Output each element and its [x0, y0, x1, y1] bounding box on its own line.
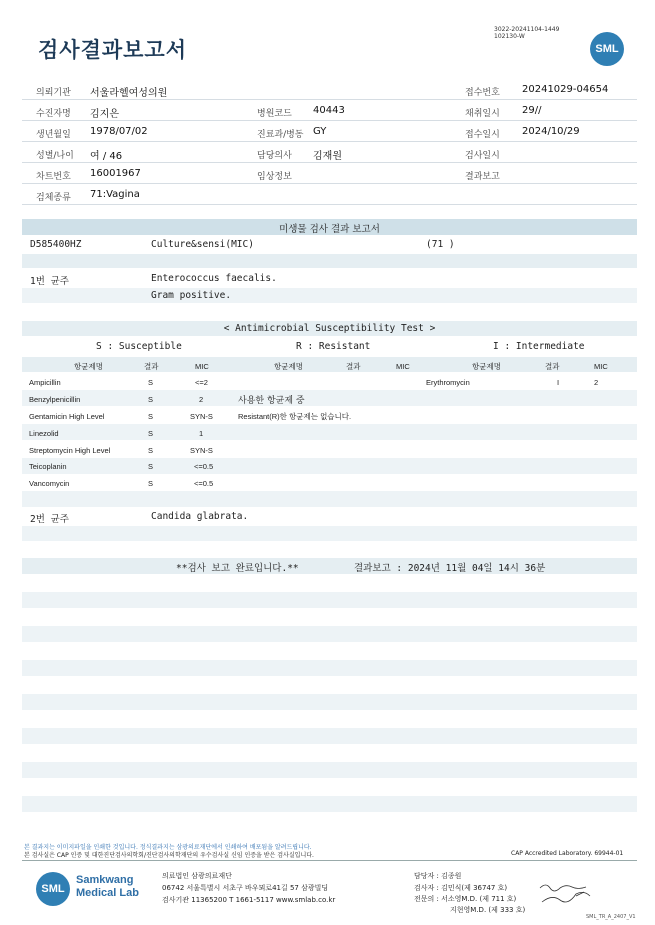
completion-message: **검사 보고 완료입니다.**	[176, 563, 299, 574]
drug-name: Gentamicin High Level	[29, 412, 105, 421]
footer-logo-name	[76, 874, 139, 900]
ast-title: < Antimicrobial Susceptibility Test >	[223, 323, 436, 334]
blank-band	[22, 592, 637, 608]
staff-specialist-2: 지현영M.D. (제 333 호)	[450, 906, 526, 914]
birth-value: 1978/07/02	[90, 126, 148, 137]
info-row-4	[22, 142, 637, 163]
drug-name: Linezolid	[29, 429, 59, 438]
info-row-3	[22, 121, 637, 142]
doctor-label: 담당의사	[257, 151, 292, 161]
blank-band	[22, 254, 637, 268]
birth-label: 생년월일	[36, 130, 71, 140]
logo-name-line1: Samkwang	[76, 874, 134, 886]
blank-band	[22, 526, 637, 541]
gram-band	[22, 288, 637, 303]
organism1-name: Enterococcus faecalis.	[151, 273, 277, 284]
row-band	[22, 491, 637, 507]
drug-result: S	[148, 395, 154, 404]
drug-mic: <=0.5	[194, 479, 214, 488]
blank-band	[22, 796, 637, 812]
col-mic-1: MIC	[195, 362, 209, 371]
note-used: 사용한 항균제 중	[238, 396, 305, 406]
chart-no-label: 차트번호	[36, 172, 71, 182]
blank-band	[22, 728, 637, 744]
form-number: SML_TR_A_2407_V1	[586, 914, 636, 920]
patient-name-value: 김지은	[90, 109, 119, 120]
drug-mic: <=2	[195, 378, 208, 387]
staff-specialist-1: 전문의 : 서소영M.D. (제 711 호)	[414, 895, 517, 903]
org-address: 06742 서울특별시 서초구 바우뫼로41길 57 삼광빌딩	[162, 884, 329, 892]
blank-band	[22, 660, 637, 676]
legend-susceptible: S : Susceptible	[96, 341, 182, 352]
drug-result: S	[148, 429, 154, 438]
footer-divider	[22, 860, 637, 861]
drug-name: Teicoplanin	[29, 462, 67, 471]
test-count: (71 )	[426, 239, 455, 250]
col-drug-2: 항균제명	[274, 362, 303, 371]
specimen-label: 검체종류	[36, 193, 71, 203]
drug-result: S	[148, 412, 154, 421]
drug-result: S	[148, 479, 154, 488]
receipt-no-label: 접수번호	[465, 88, 500, 98]
receive-date-label: 접수일시	[465, 130, 500, 140]
col-drug-1: 항균제명	[74, 362, 103, 371]
row-band	[22, 390, 637, 406]
ast-title-band	[22, 321, 637, 336]
institution-value: 서울라헬여성의원	[90, 88, 168, 99]
receive-date-value: 2024/10/29	[522, 126, 580, 137]
test-code: D585400HZ	[30, 239, 82, 250]
drug-mic: 2	[594, 378, 599, 387]
info-row-5	[22, 163, 637, 184]
document-id	[494, 26, 559, 40]
chart-no-value: 16001967	[90, 168, 141, 179]
drug-mic: SYN-S	[190, 446, 213, 455]
ward-code-value: 40443	[313, 105, 345, 116]
clinical-label: 임상정보	[257, 172, 292, 182]
dept-value: GY	[313, 126, 327, 137]
sml-logo: SML	[590, 32, 624, 66]
document-id-line2: 102130-W	[494, 33, 525, 40]
sex-age-label: 성별/나이	[36, 151, 74, 161]
drug-mic: SYN-S	[190, 412, 213, 421]
result-report-label: 결과보고	[465, 172, 500, 182]
cap-accreditation: CAP Accredited Laboratory. 69944-01	[511, 850, 624, 857]
test-date-label: 검사일시	[465, 151, 500, 161]
drug-name: Erythromycin	[426, 378, 470, 387]
drug-name: Benzylpenicillin	[29, 395, 81, 404]
drug-result: S	[148, 378, 154, 387]
drug-name: Ampicillin	[29, 378, 61, 387]
collect-date-label: 채취일시	[465, 109, 500, 119]
staff-manager: 담당자 : 김종원	[414, 872, 462, 880]
logo-name-line2: Medical Lab	[76, 887, 139, 899]
legend-resistant: R : Resistant	[296, 341, 371, 352]
notice-image-print: 본 결과지는 이미지파일을 인쇄한 것입니다. 정식결과지는 삼광의료재단에서 인쇄하여 배포됨을 알려드립니다.	[24, 844, 312, 851]
org-contact: 검사기관 11365200 T 1661-5117 www.smlab.co.kr	[162, 896, 336, 904]
organism2-label: 2번 균주	[30, 514, 69, 525]
signature-stroke-1	[540, 885, 586, 891]
section-header	[22, 219, 637, 235]
ward-code-label: 병원코드	[257, 109, 292, 119]
info-row-1	[22, 79, 637, 100]
footer-logo-mark	[36, 872, 70, 906]
legend-intermediate: I : Intermediate	[493, 341, 585, 352]
col-result-1: 결과	[144, 362, 159, 371]
institution-label: 의뢰기관	[36, 88, 71, 98]
drug-result: S	[148, 462, 154, 471]
dept-label: 진료과/병동	[257, 130, 304, 140]
row-band	[22, 424, 637, 440]
org-name: 의료법인 삼광의료재단	[162, 872, 232, 880]
info-row-2	[22, 100, 637, 121]
drug-mic: 1	[199, 429, 204, 438]
page-title: 검사결과보고서	[38, 38, 188, 62]
drug-result: S	[148, 446, 154, 455]
patient-name-label: 수진자명	[36, 109, 71, 119]
specimen-value: 71:Vagina	[90, 189, 140, 200]
note-resistant: Resistant(R)한 항균제는 없습니다.	[238, 412, 352, 421]
completion-band	[22, 558, 637, 574]
footer-logo-text: SML	[41, 883, 65, 895]
drug-mic: 2	[199, 395, 204, 404]
signature-image	[536, 878, 596, 912]
blank-band	[22, 762, 637, 778]
col-result-3: 결과	[545, 362, 560, 371]
section-title: 미생물 검사 결과 보고서	[279, 224, 380, 235]
staff-tester: 검사자 : 김민식(제 36747 호)	[414, 884, 508, 892]
drug-name: Vancomycin	[29, 479, 70, 488]
row-band	[22, 458, 637, 474]
drug-result: I	[557, 378, 560, 387]
organism1-gram: Gram positive.	[151, 290, 232, 301]
info-row-6	[22, 184, 637, 205]
notice-accreditation: 본 검사실은 CAP 인증 및 대한진단검사의학회/진단검사의학재단의 우수검사실 신임 인증을 받은 검사실입니다.	[24, 852, 314, 859]
organism2-name: Candida glabrata.	[151, 511, 249, 522]
doctor-value: 김재원	[313, 151, 342, 162]
test-name: Culture&sensi(MIC)	[151, 239, 254, 250]
col-mic-2: MIC	[396, 362, 410, 371]
col-drug-3: 항균제명	[472, 362, 501, 371]
signature-stroke-2	[542, 892, 590, 902]
organism1-label: 1번 균주	[30, 276, 69, 287]
document-id-line1: 3022-20241104-1449	[494, 26, 560, 33]
drug-name: Streptomycin High Level	[29, 446, 111, 455]
col-result-2: 결과	[346, 362, 361, 371]
receipt-no-value: 20241029-04654	[522, 84, 609, 95]
blank-band	[22, 694, 637, 710]
blank-band	[22, 626, 637, 642]
collect-date-value: 29//	[522, 105, 542, 116]
col-mic-3: MIC	[594, 362, 608, 371]
report-timestamp: 결과보고 : 2024년 11월 04일 14시 36분	[354, 563, 546, 574]
drug-mic: <=0.5	[194, 462, 214, 471]
sex-age-value: 여 / 46	[90, 151, 123, 162]
